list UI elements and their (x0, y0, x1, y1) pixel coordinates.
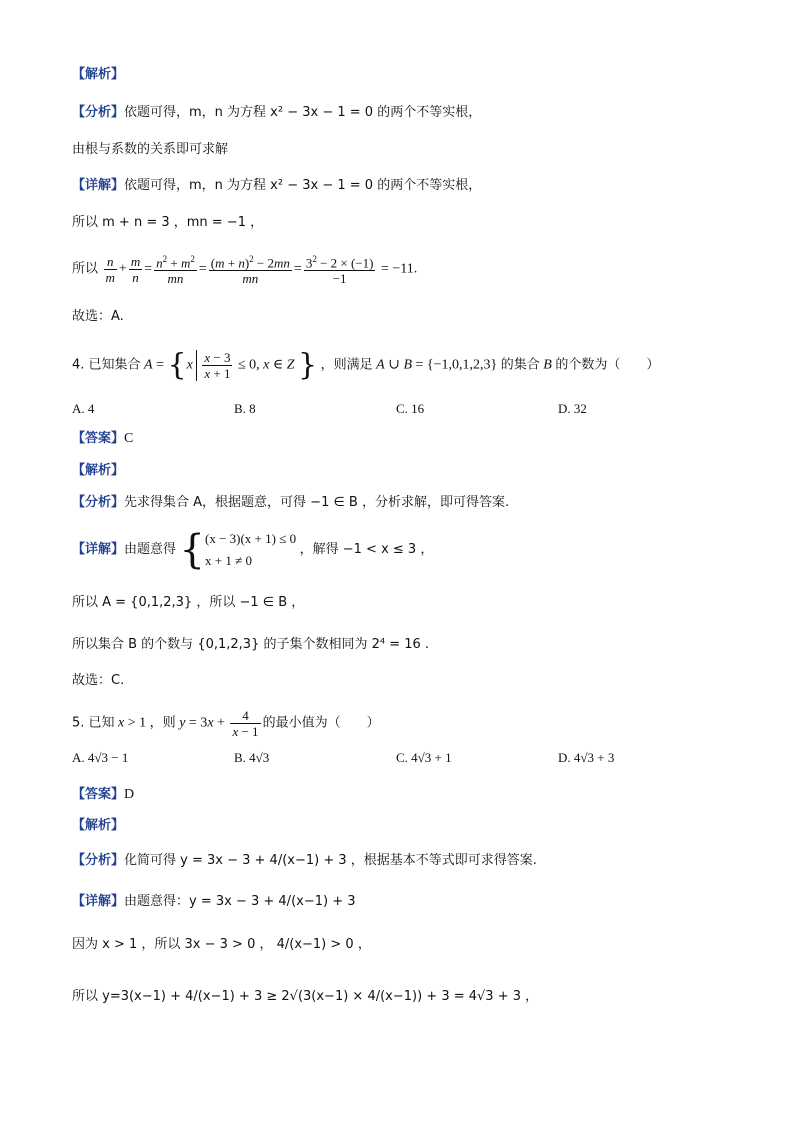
q4-xiangjie-prefix: 由题意得 (124, 542, 177, 558)
xiangjie-tag: 【详解】 (72, 178, 125, 193)
question-4: 4. 已知集合 A = {x $\frac{x - 3}{x + 1}$ ≤ 0, x ∈ Z } ，则满足 A ∪ B = {−1,0,1,2,3} 的集合 B 的个数为（ ） (72, 347, 660, 383)
fraction-computation-line: 所以 $\frac{n}{m}$ + $\frac{m}{n}$ = $\frac{n^2 + m^2}{mn}$ = $\frac{(m + n)^2 - 2mn}{mn}$ = $\frac{3^2 - 2 \times (-1)}{-1}$ = −11. (72, 253, 418, 287)
q4-option-b: B. 8 (234, 401, 256, 416)
q4-xiangjie-tag: 【详解】 (72, 542, 125, 558)
frac-m-over-n: $\frac{m}{n}$ (130, 253, 141, 285)
sum-product-line: 所以 m + n = 3 ，mn = −1 ， (72, 215, 264, 230)
xiangjie-text: 依题可得，m，n 为方程 x² − 3x − 1 = 0 的两个不等实根， (124, 178, 482, 193)
q4-xiangjie-line: 【详解】由题意得 { (x − 3)(x + 1) ≤ 0 x + 1 ≠ 0 ，解得 −1 < x ≤ 3 ， (72, 527, 434, 573)
q5-answer-line (72, 786, 134, 804)
relation-line: 由根与系数的关系即可求解 (72, 142, 229, 157)
q4-fenxi-tag: 【分析】 (72, 495, 125, 510)
q4-xiangjie-suffix: ，解得 −1 < x ≤ 3 ， (299, 542, 434, 558)
q4-fenxi-line (72, 494, 509, 512)
q5-option-a: A. 4√3 − 1 (72, 750, 129, 765)
q4-answer-tag: 【答案】 (72, 431, 125, 446)
q5-xiangjie-line (72, 893, 356, 911)
frac-n-over-m: $\frac{n}{m}$ (105, 253, 115, 285)
q4-option-d: D. 32 (558, 401, 587, 416)
q4-set-fraction: $\frac{x - 3}{x + 1}$ (204, 350, 231, 381)
jiexi-heading: 【解析】 (72, 67, 125, 82)
fenxi-tag: 【分析】 (72, 105, 125, 120)
q4-system-row-1: (x − 3)(x + 1) ≤ 0 (204, 531, 297, 546)
q4-answer-line (72, 430, 133, 448)
q4-answer: C (124, 431, 134, 446)
suoyi-prefix: 所以 (72, 261, 99, 277)
answer-a-line: 故选：A. (72, 309, 124, 324)
q5-option-d: D. 4√3 + 3 (558, 750, 615, 765)
q5-condition-line: 因为 x > 1 ，所以 3x − 3 > 0 ， 4/(x−1) > 0 ， (72, 937, 371, 952)
question-5: 5. 已知 x > 1 ，则 y = 3x + $\frac{4}{x - 1}$ 的最小值为（ ） (72, 708, 380, 739)
q4-fenxi-text: 先求得集合 A，根据题意，可得 −1 ∈ B ，分析求解，即可得答案. (124, 495, 510, 510)
q4-set-a-line: 所以 A = {0,1,2,3} ，所以 −1 ∈ B ， (72, 595, 305, 610)
q5-jiexi-heading: 【解析】 (72, 818, 125, 833)
fenxi-line (72, 104, 481, 122)
q4-option-a: A. 4 (72, 401, 95, 416)
q5-xiangjie-tag: 【详解】 (72, 894, 125, 909)
q4-system-row-2: x + 1 ≠ 0 (204, 553, 252, 568)
q5-inequality-line: 所以 y=3(x−1) + 4/(x−1) + 3 ≥ 2√(3(x−1) × 4/(x−1)) + 3 = 4√3 + 3 ， (72, 989, 539, 1004)
frac-expanded: $\frac{(m + n)^2 - 2mn}{mn}$ (210, 254, 290, 287)
q4-jiexi-heading: 【解析】 (72, 463, 125, 478)
q5-fenxi-line (72, 852, 537, 870)
q4-option-c: C. 16 (396, 401, 425, 416)
result-value: = −11. (380, 261, 418, 277)
xiangjie-line (72, 177, 481, 195)
fenxi-text: 依题可得，m，n 为方程 x² − 3x − 1 = 0 的两个不等实根， (124, 105, 482, 120)
q4-choose-line: 故选：C. (72, 673, 125, 688)
q5-answer: D (124, 787, 135, 802)
q5-fenxi-tag: 【分析】 (72, 853, 125, 868)
q5-fenxi-text: 化简可得 y = 3x − 3 + 4/(x−1) + 3 ，根据基本不等式即可求得答案. (124, 853, 537, 868)
q5-fraction: $\frac{4}{x - 1}$ (232, 708, 259, 739)
frac-numeric: $\frac{3^2 - 2 \times (-1)}{-1}$ (305, 254, 374, 287)
q4-inequality-system (205, 528, 296, 572)
q5-option-c: C. 4√3 + 1 (396, 750, 452, 765)
q4-count-line: 所以集合 B 的个数与 {0,1,2,3} 的子集个数相同为 2⁴ = 16 . (72, 637, 430, 652)
q5-option-b: B. 4√3 (234, 750, 270, 765)
q5-xiangjie-text: 由题意得：y = 3x − 3 + 4/(x−1) + 3 (124, 894, 356, 909)
frac-squares-over-mn: $\frac{n^2 + m^2}{mn}$ (156, 254, 195, 287)
q5-answer-tag: 【答案】 (72, 787, 125, 802)
